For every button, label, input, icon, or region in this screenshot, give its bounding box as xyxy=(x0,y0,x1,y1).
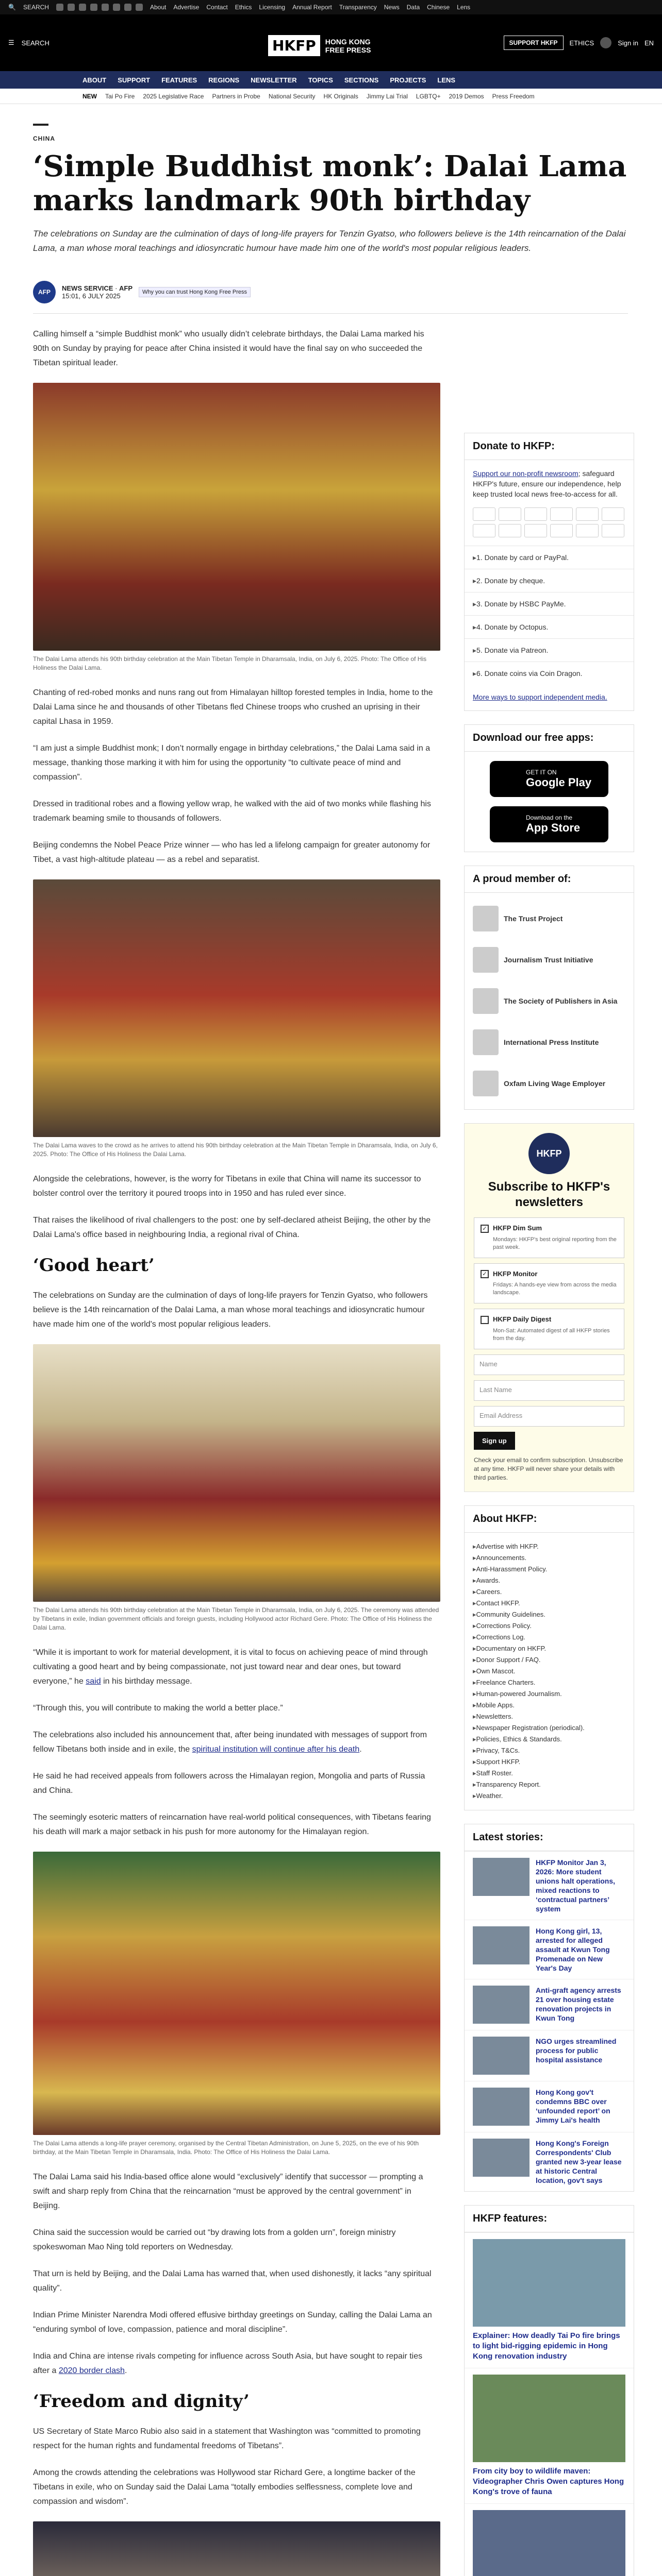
byline: AFP NEWS SERVICE · AFP 15:01, 6 JULY 2025 Why you can trust Hong Kong Free Press xyxy=(33,281,251,303)
ethics-link[interactable]: ETHICS xyxy=(569,39,594,47)
feature-image xyxy=(473,2510,625,2576)
about-link[interactable]: ▸ Transparency Report. xyxy=(473,1779,625,1790)
institution-link[interactable]: spiritual institution will continue after his death xyxy=(192,1745,360,1754)
paragraph: Alongside the celebrations, however, is the worry for Tibetans in exile that China will name its successor to bolster control over the territory it poured troops into in 1950 and has ruled ever since. xyxy=(33,1175,421,1198)
paypal-icon xyxy=(473,507,495,521)
tags-new-label: NEW xyxy=(82,92,97,100)
donate-option[interactable]: ▸ 2. Donate by cheque. xyxy=(465,569,634,592)
latest-story[interactable]: Anti-graft agency arrests 21 over housing estate renovation projects in Kwun Tong xyxy=(465,1979,634,2030)
member-jti[interactable]: Journalism Trust Initiative xyxy=(473,944,625,975)
about-link[interactable]: ▸ Careers. xyxy=(473,1586,625,1598)
jcb-icon xyxy=(602,507,624,521)
topbar-link-contact[interactable]: Contact xyxy=(206,4,228,11)
figure xyxy=(33,879,440,1159)
support-button[interactable]: SUPPORT HKFP xyxy=(504,36,564,50)
nav-newsletter[interactable]: NEWSLETTER xyxy=(251,76,297,84)
publish-date: 15:01, 6 JULY 2025 xyxy=(62,292,121,300)
tag-link[interactable]: Partners in Probe xyxy=(212,92,260,100)
newsletter-option[interactable]: ✓ HKFP Monitor Fridays: A hands-eye view from across the media landscape. xyxy=(474,1263,624,1304)
about-title: About HKFP: xyxy=(465,1506,634,1533)
paragraph: Dressed in traditional robes and a flowing yellow wrap, he walked with the aid of two monks while flashing his trademark beaming smile to thousands of followers. xyxy=(33,800,431,823)
nav-features[interactable]: FEATURES xyxy=(161,76,197,84)
fps-icon xyxy=(602,524,624,537)
photo-prayer-ceremony xyxy=(33,1852,440,2135)
article-category[interactable]: CHINA xyxy=(33,135,55,142)
mastercard-icon xyxy=(524,507,547,521)
members-box xyxy=(464,866,634,1110)
topbar-link-news[interactable]: News xyxy=(384,4,400,11)
feature-image xyxy=(473,2239,625,2327)
said-link[interactable]: said xyxy=(86,1677,101,1686)
logo-box: HKFP xyxy=(268,35,320,56)
menu-label[interactable]: SEARCH xyxy=(21,39,49,47)
checkbox-icon[interactable]: ✓ xyxy=(481,1270,489,1278)
email-input[interactable]: Email Address xyxy=(474,1406,624,1427)
apps-title: Download our free apps: xyxy=(465,725,634,752)
latest-story[interactable]: Hong Kong girl, 13, arrested for alleged assault at Kwun Tong Promenade on New Year's Day xyxy=(465,1920,634,1979)
article-headline: ‘Simple Buddhist monk’: Dalai Lama marks landmark 90th birthday xyxy=(33,149,627,217)
paragraph: That raises the likelihood of rival challengers to the post: one by self-declared atheist Beijing, the other by the Dalai Lama's office based in neighbouring India, a regional rival of China. xyxy=(33,1216,431,1239)
donate-option[interactable]: ▸ 3. Donate by HSBC PayMe. xyxy=(465,592,634,615)
figure xyxy=(33,1344,440,1632)
site-logo[interactable] xyxy=(268,35,371,56)
article-body xyxy=(33,327,440,2576)
donate-option[interactable]: ▸ 1. Donate by card or PayPal. xyxy=(465,546,634,569)
app-store-button[interactable]: Download on the App Store xyxy=(490,806,608,842)
applepay-icon xyxy=(550,524,573,537)
latest-story[interactable]: Hong Kong gov't condemns BBC over ‘unfounded report’ on Jimmy Lai's health xyxy=(465,2081,634,2132)
checkbox-icon[interactable]: ✓ xyxy=(481,1225,489,1233)
photo-celebration-stage xyxy=(33,1344,440,1602)
nav-sections[interactable]: SECTIONS xyxy=(344,76,379,84)
tag-link[interactable]: LGBTQ+ xyxy=(416,92,441,100)
about-link[interactable]: ▸ Community Guidelines. xyxy=(473,1609,625,1620)
paragraph: India and China are intense rivals competing for influence across South Asia, but have sought to repair ties after a 2020 border clash. xyxy=(33,2352,423,2375)
caption: The Dalai Lama attends his 90th birthday celebration at the Main Tibetan Temple in Dharamsala, India, on July 6, 2025. The ceremony was attended by Tibetans in exile, Indian government officials and foreign guests, including Hollywood actor Richard Gere. Photo: The Office of His Holiness the Dalai Lama. xyxy=(33,1606,439,1631)
language-switch[interactable]: EN xyxy=(644,39,654,47)
about-link[interactable]: ▸ Policies, Ethics & Standards. xyxy=(473,1734,625,1745)
features-box xyxy=(464,2205,634,2576)
caption: The Dalai Lama attends his 90th birthday celebration at the Main Tibetan Temple in Dharamsala, India, on July 6, 2025. Photo: The Office of His Holiness the Dalai Lama. xyxy=(33,655,427,671)
paragraph: US Secretary of State Marco Rubio also said in a statement that Washington was “committed to promoting respect for the human rights and fundamental freedoms of Tibetans”. xyxy=(33,2427,421,2450)
about-link[interactable]: ▸ Awards. xyxy=(473,1575,625,1586)
paragraph: The celebrations on Sunday are the culmination of days of long-life prayers for Tenzin Gyatso, who followers believe is the 14th reincarnation of the Dalai Lama, a man whose moral teachings and idiosyncratic humour have made him one of the world's most popular religious leaders. xyxy=(33,1291,428,1329)
tag-link[interactable]: Press Freedom xyxy=(492,92,535,100)
ipi-logo xyxy=(473,1029,499,1055)
feature-story[interactable]: Explainer: How deadly Tai Po fire brings to light bid-rigging epidemic in Hong Kong renovation industry xyxy=(465,2232,634,2368)
google-play-button[interactable]: GET IT ON Google Play xyxy=(490,761,608,797)
member-oxfam[interactable]: Oxfam Living Wage Employer xyxy=(473,1068,625,1099)
story-thumbnail xyxy=(473,2088,529,2126)
nav-support[interactable]: SUPPORT xyxy=(118,76,151,84)
newsletter-title: Subscribe to HKFP's newsletters xyxy=(488,1180,610,1209)
newsletter-option[interactable]: HKFP Daily Digest Mon-Sat: Automated digest of all HKFP stories from the day. xyxy=(474,1309,624,1349)
section-heading: ‘Freedom and dignity’ xyxy=(33,2391,250,2412)
photo-dalai-lama-waving xyxy=(33,879,440,1137)
author-name[interactable]: NEWS SERVICE xyxy=(62,284,113,292)
topbar-link-chinese[interactable]: Chinese xyxy=(427,4,450,11)
tag-link[interactable]: National Security xyxy=(268,92,316,100)
search-icon[interactable]: 🔍 xyxy=(8,4,16,11)
logo-text-1: HONG KONG xyxy=(325,37,371,46)
about-link[interactable]: ▸ Contact HKFP. xyxy=(473,1598,625,1609)
paragraph: Among the crowds attending the celebrations was Hollywood star Richard Gere, a longtime backer of the Tibetans in exile, who on Sunday said the Dalai Lama “totally embodies selflessness, complete love and compassion and wisdom”. xyxy=(33,2468,416,2506)
donate-option[interactable]: ▸ 5. Donate via Patreon. xyxy=(465,638,634,662)
masthead xyxy=(0,14,662,71)
latest-story[interactable]: Hong Kong's Foreign Correspondents' Club granted new 3-year lease at historic Central location, gov't says xyxy=(465,2132,634,2191)
latest-title: Latest stories: xyxy=(465,1824,634,1851)
paragraph: “Through this, you will contribute to making the world a better place.” xyxy=(33,1704,283,1713)
photo-dalai-lama-seated xyxy=(33,383,440,651)
topbar-link-data[interactable]: Data xyxy=(406,4,420,11)
paragraph: China said the succession would be carried out “by drawing lots from a golden urn”, foreign ministry spokeswoman Mao Ning told reporters on Wednesday. xyxy=(33,2228,396,2251)
more-ways-link[interactable]: More ways to support independent media. xyxy=(473,693,607,701)
about-link[interactable]: ▸ Documentary on HKFP. xyxy=(473,1643,625,1654)
member-sopa[interactable]: The Society of Publishers in Asia xyxy=(473,986,625,1016)
tag-link[interactable]: HK Originals xyxy=(323,92,358,100)
visa-icon xyxy=(499,507,521,521)
amex-icon xyxy=(550,507,573,521)
tag-link[interactable]: 2019 Demos xyxy=(449,92,484,100)
about-link[interactable]: ▸ Donor Support / FAQ. xyxy=(473,1654,625,1666)
about-box xyxy=(464,1505,634,1810)
gpay-icon xyxy=(576,524,599,537)
menu-icon[interactable]: ☰ xyxy=(8,39,14,46)
payme-icon xyxy=(473,524,495,537)
member-ipi[interactable]: International Press Institute xyxy=(473,1027,625,1058)
topbar-link-lens[interactable]: Lens xyxy=(457,4,471,11)
trust-badge[interactable]: Why you can trust Hong Kong Free Press xyxy=(139,287,251,297)
youtube-icon[interactable] xyxy=(102,4,109,11)
about-link[interactable]: ▸ Freelance Charters. xyxy=(473,1677,625,1688)
payment-icons xyxy=(473,507,625,537)
feature-story[interactable] xyxy=(465,2503,634,2576)
last-name-input[interactable]: Last Name xyxy=(474,1380,624,1401)
donate-box: Donate to HKFP: Support our non-profit newsroom; safeguard HKFP's future, ensure our independence, help keep trusted local news free-to-access for all. ▸ 1. Donate by card or PayPal. ▸ 2. Donate by cheque. ▸ 3. Donate by HSBC PayMe. ▸ 4. Donate by Octopus. ▸ 5. Donate via Patreon. ▸ 6. Donate coins via Coin Dragon. More ways to support independent media. xyxy=(464,433,634,711)
figure xyxy=(33,383,440,672)
apps-box xyxy=(464,724,634,852)
paragraph: The seemingly esoteric matters of reincarnation have real-world political consequences, with Tibetans fearing his death will mark a major setback in his push for more autonomy for the Himalayan region. xyxy=(33,1813,431,1836)
story-thumbnail xyxy=(473,1926,529,1964)
paragraph: “While it is important to work for material development, it is vital to focus on achieving peace of mind through cultivating a good heart and by being compassionate, not just toward near and dear ones, but toward everyone,” he said in his birthday message. xyxy=(33,1648,428,1686)
trust-project-logo xyxy=(473,906,499,931)
nav-regions[interactable]: REGIONS xyxy=(208,76,240,84)
nav-topics[interactable]: TOPICS xyxy=(308,76,333,84)
about-link[interactable]: ▸ Human-powered Journalism. xyxy=(473,1688,625,1700)
border-clash-link[interactable]: 2020 border clash xyxy=(58,2366,125,2375)
latest-story[interactable]: NGO urges streamlined process for public hospital assistance xyxy=(465,2030,634,2081)
story-thumbnail xyxy=(473,1986,529,2024)
email-icon[interactable] xyxy=(136,4,143,11)
nav-lens[interactable]: LENS xyxy=(437,76,456,84)
newsletter-note: Check your email to confirm subscription. Unsubscribe at any time. HKFP will never share your details with third parties. xyxy=(474,1456,623,1481)
features-title: HKFP features: xyxy=(465,2206,634,2232)
utility-bar xyxy=(0,0,662,14)
paragraph: The celebrations also included his announcement that, after being inundated with messages of support from fellow Tibetans both inside and in exile, the spiritual institution will continue after his death. xyxy=(33,1731,427,1754)
about-link[interactable]: ▸ Privacy, T&Cs. xyxy=(473,1745,625,1756)
about-link[interactable]: ▸ Corrections Log. xyxy=(473,1632,625,1643)
topbar-link-licensing[interactable]: Licensing xyxy=(259,4,286,11)
about-link[interactable]: ▸ Weather. xyxy=(473,1790,625,1802)
paragraph: Calling himself a “simple Buddhist monk” who usually didn’t celebrate birthdays, the Dalai Lama marked his 90th on Sunday by praying for peace after China insisted it would have the final say on who succeeded the Tibetan spiritual leader. xyxy=(33,330,424,367)
figure xyxy=(33,1852,440,2157)
about-link[interactable]: ▸ Newsletters. xyxy=(473,1711,625,1722)
sopa-logo xyxy=(473,988,499,1014)
author-avatar: AFP xyxy=(33,281,56,303)
donate-option[interactable]: ▸ 4. Donate by Octopus. xyxy=(465,615,634,638)
newsletter-box xyxy=(464,1123,634,1492)
topbar-link-transparency[interactable]: Transparency xyxy=(339,4,377,11)
photo-richard-gere xyxy=(33,2521,440,2576)
tag-link[interactable]: 2025 Legislative Race xyxy=(143,92,204,100)
article-standfirst: The celebrations on Sunday are the culmination of days of long-life prayers for Tenzin Gyatso, who followers believe is the 14th reincarnation of the Dalai Lama, a man whose moral teachings and idiosyncratic humour have made him one of the world's most popular religious leaders. xyxy=(33,229,626,253)
about-link[interactable]: ▸ Announcements. xyxy=(473,1552,625,1564)
jti-logo xyxy=(473,947,499,973)
story-thumbnail xyxy=(473,2037,529,2075)
social-icons xyxy=(56,4,143,11)
nav-projects[interactable]: PROJECTS xyxy=(390,76,426,84)
donate-link[interactable]: Support our non-profit newsroom xyxy=(473,469,578,478)
paragraph: The Dalai Lama said his India-based office alone would “exclusively” identify that successor — prompting a swift and sharp reply from China that the reincarnation “must be approved by the central government” in Beijing. xyxy=(33,2173,423,2210)
about-link[interactable]: ▸ Anti-Harassment Policy. xyxy=(473,1564,625,1575)
first-name-input[interactable]: Name xyxy=(474,1354,624,1375)
oxfam-logo xyxy=(473,1071,499,1096)
story-thumbnail xyxy=(473,1858,529,1896)
unionpay-icon xyxy=(576,507,599,521)
signup-button[interactable]: Sign up xyxy=(474,1432,515,1450)
author-org[interactable]: AFP xyxy=(119,284,133,292)
latest-box xyxy=(464,1824,634,2192)
figure xyxy=(33,2521,440,2576)
members-title: A proud member of: xyxy=(465,866,634,893)
story-thumbnail xyxy=(473,2139,529,2177)
paragraph: Chanting of red-robed monks and nuns rang out from Himalayan hilltop forested temples in India, home to the Dalai Lama since he and thousands of other Tibetans fled Chinese troops who crushed an uprising in their capital Lhasa in 1959. xyxy=(33,688,433,726)
sidebar xyxy=(464,433,634,2576)
donate-title: Donate to HKFP: xyxy=(465,433,634,460)
about-link[interactable]: ▸ Own Mascot. xyxy=(473,1666,625,1677)
threads-icon[interactable] xyxy=(90,4,97,11)
about-link[interactable]: ▸ Mobile Apps. xyxy=(473,1700,625,1711)
logo-text-2: FREE PRESS xyxy=(325,45,371,54)
patreon-icon xyxy=(524,524,547,537)
rss-icon[interactable] xyxy=(124,4,131,11)
user-icon[interactable] xyxy=(600,37,611,48)
feature-story[interactable]: From city boy to wildlife maven: Videographer Chris Owen captures Hong Kong's trove of fauna xyxy=(465,2368,634,2503)
topbar-link-about[interactable]: About xyxy=(150,4,167,11)
feature-image xyxy=(473,2375,625,2462)
telegram-icon[interactable] xyxy=(113,4,120,11)
donate-option[interactable]: ▸ 6. Donate coins via Coin Dragon. xyxy=(465,662,634,685)
search-link[interactable]: SEARCH xyxy=(23,4,49,11)
instagram-icon[interactable] xyxy=(79,4,86,11)
member-trust-project[interactable]: The Trust Project xyxy=(473,903,625,934)
main-nav xyxy=(0,71,662,89)
topbar-link-advertise[interactable]: Advertise xyxy=(173,4,200,11)
checkbox-icon[interactable] xyxy=(481,1316,489,1324)
tag-link[interactable]: Tai Po Fire xyxy=(105,92,135,100)
hkfp-logo: HKFP xyxy=(528,1133,570,1174)
topbar-link-ethics[interactable]: Ethics xyxy=(235,4,252,11)
x-icon[interactable] xyxy=(68,4,75,11)
about-link[interactable]: ▸ Advertise with HKFP. xyxy=(473,1541,625,1552)
latest-story[interactable]: HKFP Monitor Jan 3, 2026: More student unions halt operations, mixed reactions to ‘contractual partners’ system xyxy=(465,1851,634,1920)
tag-link[interactable]: Jimmy Lai Trial xyxy=(366,92,408,100)
topbar-link-annual-report[interactable]: Annual Report xyxy=(292,4,332,11)
divider xyxy=(33,313,628,314)
about-link[interactable]: ▸ Corrections Policy. xyxy=(473,1620,625,1632)
octopus-icon xyxy=(499,524,521,537)
paragraph: He said he had received appeals from followers across the Himalayan region, Mongolia and parts of Russia and China. xyxy=(33,1772,425,1795)
paragraph: Indian Prime Minister Narendra Modi offered effusive birthday greetings on Sunday, calling the Dalai Lama an “enduring symbol of love, compassion, patience and moral discipline”. xyxy=(33,2311,432,2334)
signin-link[interactable]: Sign in xyxy=(618,39,638,47)
about-link[interactable]: ▸ Newspaper Registration (periodical). xyxy=(473,1722,625,1734)
trending-tags xyxy=(0,89,662,104)
section-heading: ‘Good heart’ xyxy=(33,1255,155,1276)
caption: The Dalai Lama waves to the crowd as he arrives to attend his 90th birthday celebration at the Main Tibetan Temple in Dharamsala, India, on July 6, 2025. Photo: The Office of His Holiness the Dalai Lama. xyxy=(33,1142,438,1158)
paragraph: Beijing condemns the Nobel Peace Prize winner — who has led a lifelong campaign for greater autonomy for Tibet, a vast high-altitude plateau — as a rebel and separatist. xyxy=(33,841,431,864)
paragraph: “I am just a simple Buddhist monk; I don’t normally engage in birthday celebrations,” the Dalai Lama said in a message, thanking those marking it with him for using the opportunity “to cultivate peace of mind and compassion”. xyxy=(33,744,431,782)
about-link[interactable]: ▸ Staff Roster. xyxy=(473,1768,625,1779)
paragraph: That urn is held by Beijing, and the Dalai Lama has warned that, when used dishonestly, it lacks “any spiritual quality”. xyxy=(33,2269,432,2293)
newsletter-option[interactable]: ✓ HKFP Dim Sum Mondays: HKFP's best original reporting from the past week. xyxy=(474,1217,624,1258)
caption: The Dalai Lama attends a long-life prayer ceremony, organised by the Central Tibetan Administration, on June 5, 2025, on the eve of his 90th birthday, at the Main Tibetan Temple in Dharamsala, India. Photo: The Office of His Holiness the Dalai Lama. xyxy=(33,2140,419,2156)
about-link[interactable]: ▸ Support HKFP. xyxy=(473,1756,625,1768)
facebook-icon[interactable] xyxy=(56,4,63,11)
nav-about[interactable]: ABOUT xyxy=(82,76,107,84)
